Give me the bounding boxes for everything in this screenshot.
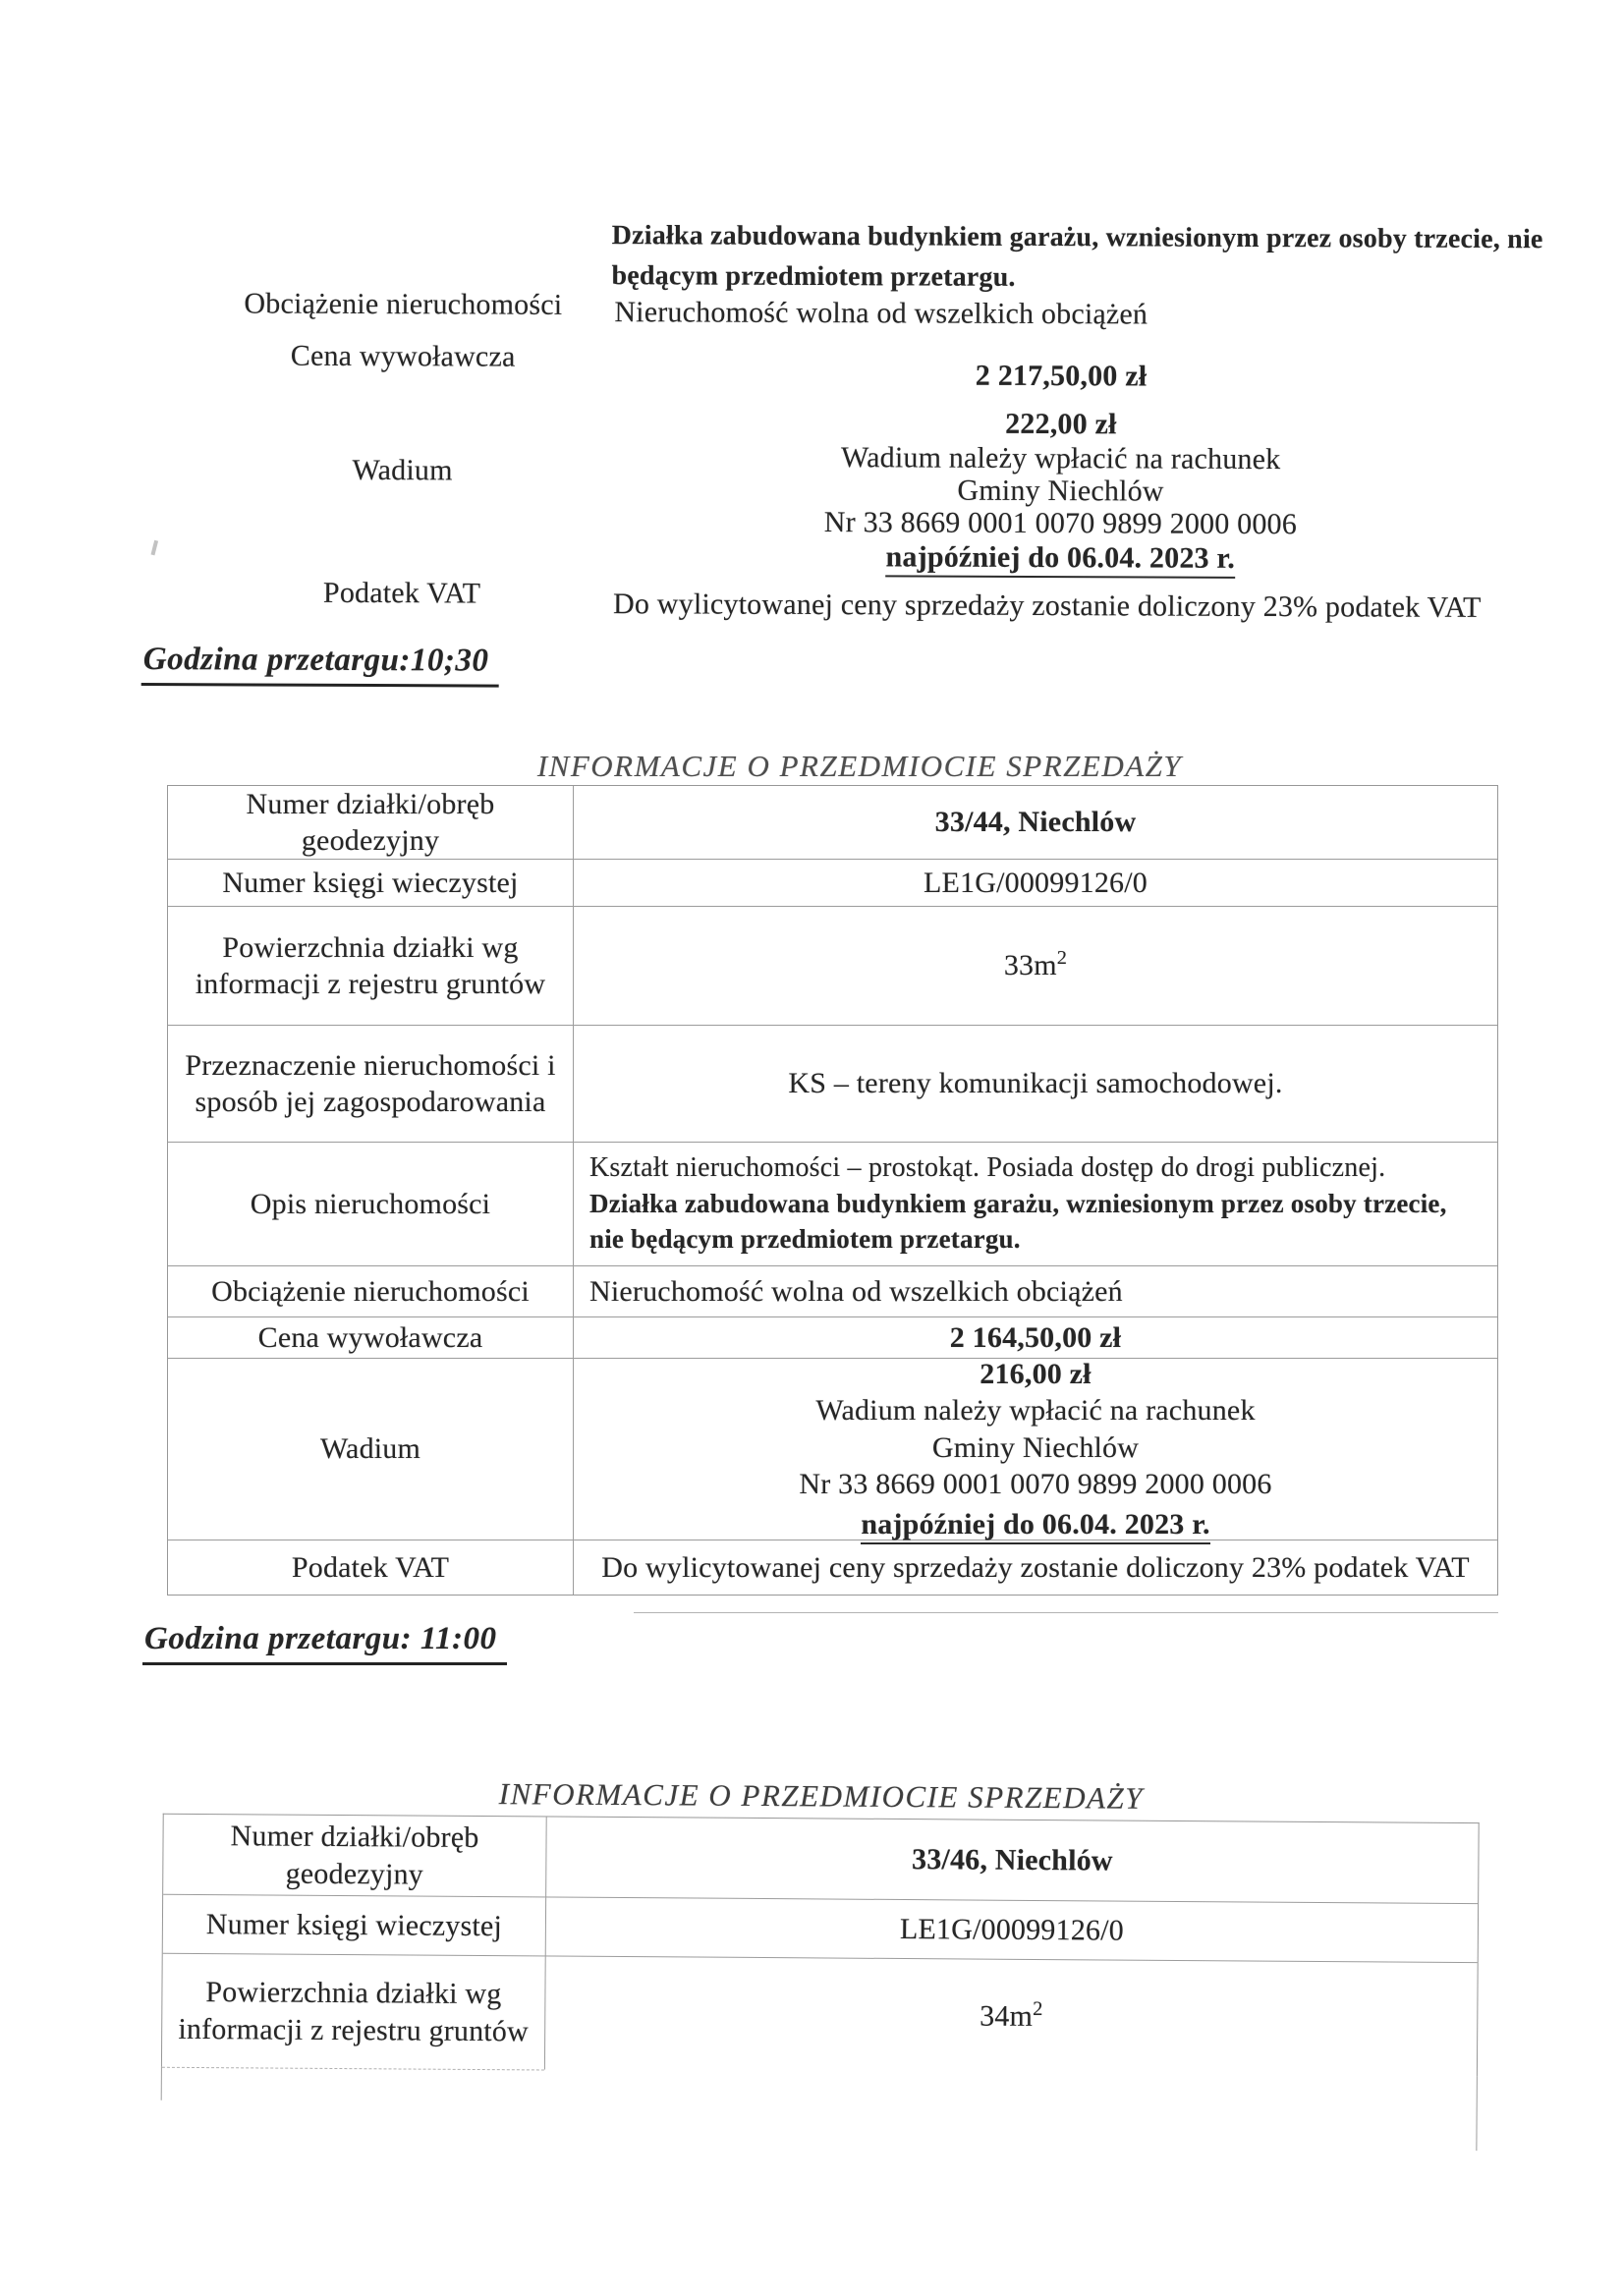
plot-number-value: 33/44, Niechlów <box>934 806 1137 839</box>
deposit-deadline-t1: najpóźniej do 06.04. 2023 r. <box>861 1508 1209 1544</box>
plot-number-value-2: 33/46, Niechlów <box>911 1842 1113 1877</box>
vat-label-t1: Podatek VAT <box>168 1540 574 1595</box>
deposit-account-t1: Nr 33 8669 0001 0070 9899 2000 0006 <box>799 1468 1272 1501</box>
area-superscript: 2 <box>1056 947 1068 970</box>
description-garage-text: Działka zabudowana budynkiem garażu, wzniesionym przez osoby trzecie, nie będącym przedmiotem przetargu. <box>589 1189 1447 1254</box>
vat-value: Do wylicytowanej ceny sprzedaży zostanie doliczony 23% podatek VAT <box>612 588 1482 624</box>
deposit-label-t1: Wadium <box>168 1359 574 1540</box>
purpose-value: KS – tereny komunikacji samochodowej. <box>788 1067 1283 1100</box>
sale-info-title-1: INFORMACJE O PRZEDMIOCIE SPRZEDAŻY <box>536 749 1183 783</box>
sale-info-title-2: INFORMACJE O PRZEDMIOCIE SPRZEDAŻY <box>498 1776 1145 1816</box>
deposit-amount-t1: 216,00 zł <box>980 1358 1092 1391</box>
area-value-text-2: $34m^2$ <box>980 1997 1043 2033</box>
deposit-label: Wadium <box>352 453 453 487</box>
deposit-recipient-line: Gminy Niechlów <box>957 474 1164 508</box>
deposit-instruction-line: Wadium należy wpłacić na rachunek <box>840 441 1281 476</box>
land-register-value-2: LE1G/00099126/0 <box>899 1912 1125 1947</box>
starting-price-value: 2 217,50,00 zł <box>975 359 1148 393</box>
starting-price-label-t1: Cena wywoławcza <box>168 1317 574 1358</box>
land-register-label-2: Numer księgi wieczystej <box>163 1895 546 1956</box>
encumbrance-value-t1: Nieruchomość wolna od wszelkich obciążeń <box>589 1274 1123 1308</box>
purpose-label: Przeznaczenie nieruchomości i sposób jej zagospodarowania <box>168 1026 574 1142</box>
table-row-land-register-2 <box>163 1895 1478 1963</box>
table-right-border-stub <box>1476 2076 1478 2151</box>
area-value-2 <box>545 1956 1478 2076</box>
deposit-amount: 222,00 zł <box>1005 407 1117 441</box>
auction-time-2: Godzina przetargu: 11:00 <box>142 1621 507 1665</box>
plot-number-label: Numer działki/obręb geodezyjny <box>168 786 574 859</box>
starting-price-label: Cena wywoławcza <box>290 339 516 373</box>
land-register-value: LE1G/00099126/0 <box>924 866 1148 899</box>
sale-info-table-2 <box>161 1814 1480 2076</box>
deposit-instruction-t1: Wadium należy wpłacić na rachunek <box>815 1394 1256 1428</box>
encumbrance-value: Nieruchomość wolna od wszelkich obciążeń <box>614 296 1148 331</box>
starting-price-value-t1: 2 164,50,00 zł <box>949 1320 1122 1354</box>
area-label-2: Powierzchnia działki wg informacji z rejestru gruntów <box>162 1954 546 2070</box>
deposit-deadline-text: najpóźniej do 06.04. 2023 r. <box>885 540 1235 579</box>
area-superscript-2: 2 <box>1033 1997 1043 2020</box>
vat-value-t1: Do wylicytowanej ceny sprzedaży zostanie doliczony 23% podatek VAT <box>601 1550 1470 1584</box>
plot-number-label-2: Numer działki/obręb geodezyjny <box>163 1815 547 1897</box>
table-left-border-stub <box>161 2067 162 2100</box>
vat-label: Podatek VAT <box>322 576 481 610</box>
description-shape-text: Kształt nieruchomości – prostokąt. Posiada dostęp do drogi publicznej. <box>589 1152 1386 1184</box>
plot-description-continued: Działka zabudowana budynkiem garażu, wzniesionym przez osoby trzecie, nie będącym przedmiotem przetargu. <box>611 220 1543 293</box>
table-row-plot-number-2 <box>163 1815 1479 1904</box>
deposit-account-number: Nr 33 8669 0001 0070 9899 2000 0006 <box>823 506 1298 541</box>
area-value-text: $33m^2$ <box>1003 947 1068 982</box>
encumbrance-label: Obciążenie nieruchomości <box>244 287 563 321</box>
table-row-area-2 <box>162 1954 1478 2076</box>
description-label: Opis nieruchomości <box>168 1143 574 1265</box>
deposit-recipient-t1: Gminy Niechlów <box>931 1430 1140 1464</box>
encumbrance-label-t1: Obciążenie nieruchomości <box>168 1266 574 1316</box>
land-register-label: Numer księgi wieczystej <box>168 860 574 906</box>
auction-time-1: Godzina przetargu:10;30 <box>141 642 499 688</box>
area-label: Powierzchnia działki wg informacji z rejestru gruntów <box>168 907 574 1025</box>
